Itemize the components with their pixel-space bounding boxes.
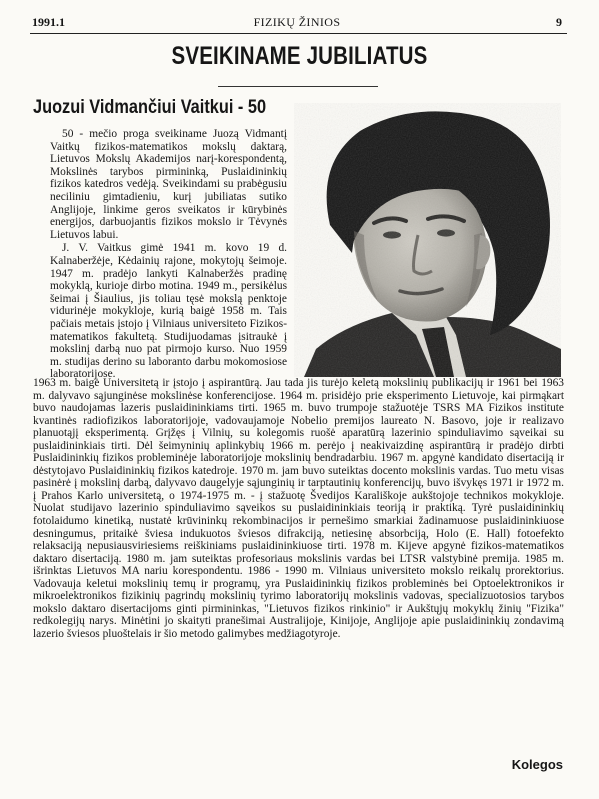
issue-number: 1991.1: [32, 15, 65, 29]
article-title: Juozui Vidmančiui Vaitkui - 50: [33, 97, 267, 118]
article-intro-column: [50, 128, 287, 381]
article-body-column: [33, 377, 564, 640]
article-paragraph-biography: J. V. Vaitkus gimė 1941 m. kovo 19 d. Kalnaberžėje, Kėdainių rajone, mokytojų šeimoje. 1947 m. pradėjo lankyti Kalnaberžės pradinę mokyklą, kurioje dirbo motina. 1949 m., persikėlus šeimai į Šiaulius, jis toliau tęsė mokslą penktoje vidurinėje mokykloje, kurią baigė 1958 m. Tais pačiais metais įstojo į Vilniaus universiteto Fizikos-matematikos fakultetą. Studijuodamas įsitraukė į mokslinį darbą nuo pat pirmojo kurso. Nuo 1959 m. studijas derino su laboranto darbu mokomosiose laboratorijose.: [50, 242, 287, 381]
title-underline: [218, 86, 378, 87]
running-head: [32, 14, 562, 30]
section-title: SVEIKINAME JUBILIATUS: [171, 42, 428, 70]
page-number: 9: [556, 15, 562, 29]
portrait-photo-icon: [294, 103, 561, 377]
article-paragraph-career: 1963 m. baigė Universitetą ir įstojo į aspirantūrą. Jau tada jis turėjo keletą mokslinių publikacijų ir 1961 bei 1963 m. dalyvavo sąjunginėse mokslinėse konferencijose. 1964 m. prisidėjo prie eksperimento Lietuvoje, kai pirmąkart buvo naudojamas lazeris puslaidininkiams tirti. 1965 m. buvo trumpoje stažuotėje TSRS MA Fizikos institute kvantinės radiofizikos laboratorijoje, vadovaujamoje Nobelio premijos laureato N. Basovo, joje ir realizavo planuotąjį eksperimentą. Grįžęs į Vilnių, su kolegomis ruošė aparatūrą lazerinio spinduliavimo sąveikai su puslaidininkiais tirti. Dėl šeimyninių aplinkybių 1966 m. perėjo į neakivaizdinę aspirantūrą ir pradėjo dirbti Puslaidininkių fizikos probleminėje laboratorijoje mokslinių bendradarbiu. 1967 m. apgynė kandidato disertaciją ir dėstytojavo Puslaidininkių fizikos katedroje. 1970 m. jam buvo suteiktas docento mokslinis vardas. Tuo metu visas pasinėrė į mokslinį darbą, dalyvavo daugelyje sąjunginių ir tarptautinių konferencijų, buvo išvykęs 1971 ir 1972 m. į Prahos Karlo universitetą, o 1974-1975 m. - į stažuotę Švedijos Karališkoje aukštojoje technikos mokykloje. Nuolat studijavo lazerinio spinduliavimo sąveikos su puslaidininkiais teoriją ir praktiką. Tyrė puslaidininkių fotolaidumo kinetiką, nustatė krūvininkų rekombinacijos ir pernešimo smarkiai žadinamuose puslaidininkiuose desningumus, pritaikė šviesa indukuotos šviesos difrakciją, netiesinę absorbciją, Holo (E. Hall) fotoefekto relaksaciją nepusiausviriesiems reiškiniams puslaidininkiuose tirti. 1978 m. Kijeve apgynė fizikos-matematikos daktaro disertaciją. 1980 m. jam suteiktas profesoriaus mokslinis vardas bei LTSR valstybinė premija. 1985 m. išrinktas Lietuvos MA nariu korespondentu. 1986 - 1990 m. Vilniaus universiteto mokslo reikalų prorektorius. Vadovauja keletui mokslinių temų ir programų, yra Puslaidininkių fizikos probleminės bei Optoelektronikos ir mikroelektronikos fizikinių pagrindų mokslinių tyrimo laboratorijų mokslinis vadovas, specializuotosios tarybos mokslo daktaro disertacijoms ginti pirmininkas, "Lietuvos fizikos rinkinio" ir Aukštųjų mokyklų žinių "Fizika" redkolegijų narys. Minėtini jo skaityti pranešimai Australijoje, Kinijoje, Anglijoje apie puslaidininkių zondavimą lazerio šviesos pluoštelais ir šio metodo galimybes medžiagotyroje.: [33, 377, 564, 640]
article-paragraph-greeting: 50 - mečio proga sveikiname Juozą Vidmantį Vaitkų fizikos-matematikos mokslų daktarą, Lietuvos Mokslų Akademijos narį-korespondentą, Mokslinės tarybos pirmininką, Puslaidininkių fizikos katedros vedėją. Sveikindami su prabėgusiu neciliniu gimtadieniu, kurį jubiliatas sutiko Anglijoje, linkime geros sveikatos ir kūrybinės energijos, darbuojantis fizikos mokslo ir Tėvynės Lietuvos labui.: [50, 128, 287, 241]
journal-name: FIZIKŲ ŽINIOS: [253, 15, 341, 29]
header-rule: [30, 33, 567, 34]
article-signature: Kolegos: [511, 757, 563, 772]
